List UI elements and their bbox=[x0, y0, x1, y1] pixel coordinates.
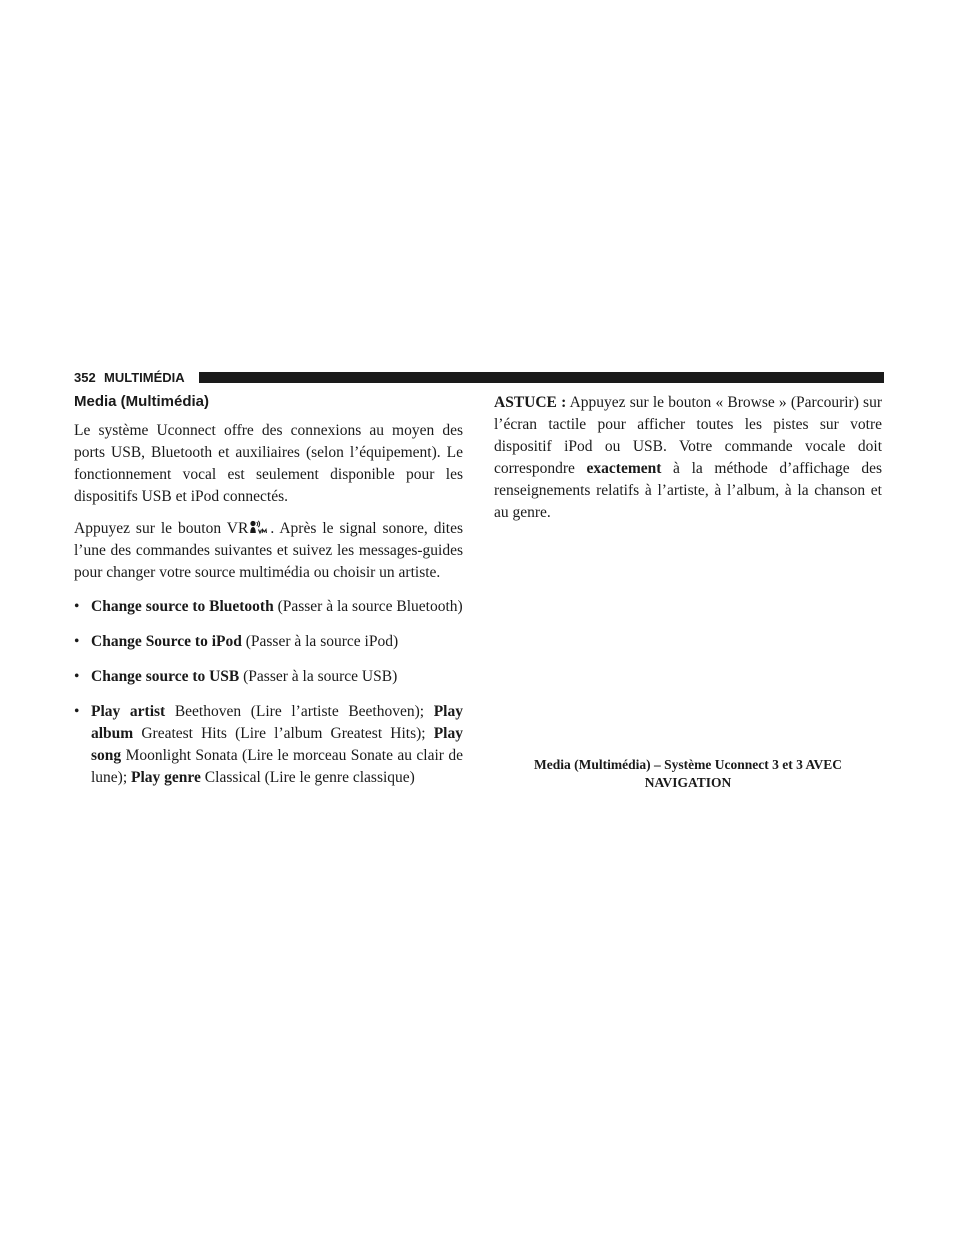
caption-line: Media (Multimédia) – Système Uconnect 3 et 3 AVEC bbox=[534, 757, 842, 772]
caption-line: NAVIGATION bbox=[644, 775, 732, 790]
tip-text: Appuyez sur le bouton « Browse » (Parcourir) sur l’écran tactile pour afficher toutes les pistes sur votre dispositif iPod ou USB. Votre commande vocale doit correspondre bbox=[494, 394, 882, 477]
command-name: Change source to USB bbox=[91, 668, 240, 685]
bullet-marker: • bbox=[74, 633, 80, 650]
list-item bbox=[74, 631, 463, 653]
list-item bbox=[74, 596, 463, 618]
vr-instruction-end: . Après le signal sonore, dites l’une des commandes suivantes et suivez les messages-guides pour changer votre source multimédia ou choisir un artiste. bbox=[74, 520, 463, 581]
intro-paragraph: Le système Uconnect offre des connexions au moyen des ports USB, Bluetooth et auxiliaires (selon l’équipement). Le fonctionnement vocal est seulement disponible pour les dispositifs USB et iPod connectés. bbox=[74, 422, 463, 505]
page-number: 352 bbox=[74, 370, 96, 385]
section-title: Media (Multimédia) bbox=[74, 393, 210, 410]
header-rule bbox=[199, 372, 884, 383]
bullet-marker: • bbox=[74, 598, 80, 615]
command-name: Play song bbox=[91, 725, 463, 764]
left-column bbox=[74, 392, 463, 802]
right-column bbox=[494, 392, 882, 524]
figure-caption bbox=[494, 756, 882, 792]
list-item bbox=[74, 666, 463, 688]
vr-instruction-start: Appuyez sur le bouton VR bbox=[74, 520, 249, 537]
bullet-marker: • bbox=[74, 703, 80, 720]
tip-text-end: à la méthode d’affichage des renseignements relatifs à l’artiste, à l’album, à la chanson et au genre. bbox=[494, 460, 882, 521]
page-header bbox=[74, 370, 884, 386]
command-name: Play album bbox=[91, 703, 463, 742]
voice-recognition-icon bbox=[249, 520, 269, 534]
command-name: Play artist bbox=[91, 703, 166, 720]
vr-instruction-paragraph bbox=[74, 518, 463, 584]
tip-emphasis: exactement bbox=[586, 460, 662, 477]
command-description: (Passer à la source iPod) bbox=[241, 633, 399, 650]
command-description: (Passer à la source USB) bbox=[239, 668, 398, 685]
command-description: Greatest Hits (Lire l’album Greatest Hits); bbox=[133, 725, 434, 742]
list-item bbox=[74, 701, 463, 789]
command-name: Change Source to iPod bbox=[91, 633, 242, 650]
command-description: Classical (Lire le genre classique) bbox=[200, 769, 415, 786]
tip-label: ASTUCE : bbox=[494, 394, 567, 411]
tip-paragraph bbox=[494, 392, 882, 524]
command-name: Change source to Bluetooth bbox=[91, 598, 274, 615]
bullet-marker: • bbox=[74, 668, 80, 685]
voice-command-list bbox=[74, 596, 463, 789]
command-description: Beethoven (Lire l’artiste Beethoven); bbox=[165, 703, 434, 720]
section-name: MULTIMÉDIA bbox=[104, 370, 185, 385]
command-description: (Passer à la source Bluetooth) bbox=[273, 598, 463, 615]
command-description: Moonlight Sonata (Lire le morceau Sonate au clair de lune); bbox=[91, 747, 463, 786]
command-name: Play genre bbox=[131, 769, 201, 786]
